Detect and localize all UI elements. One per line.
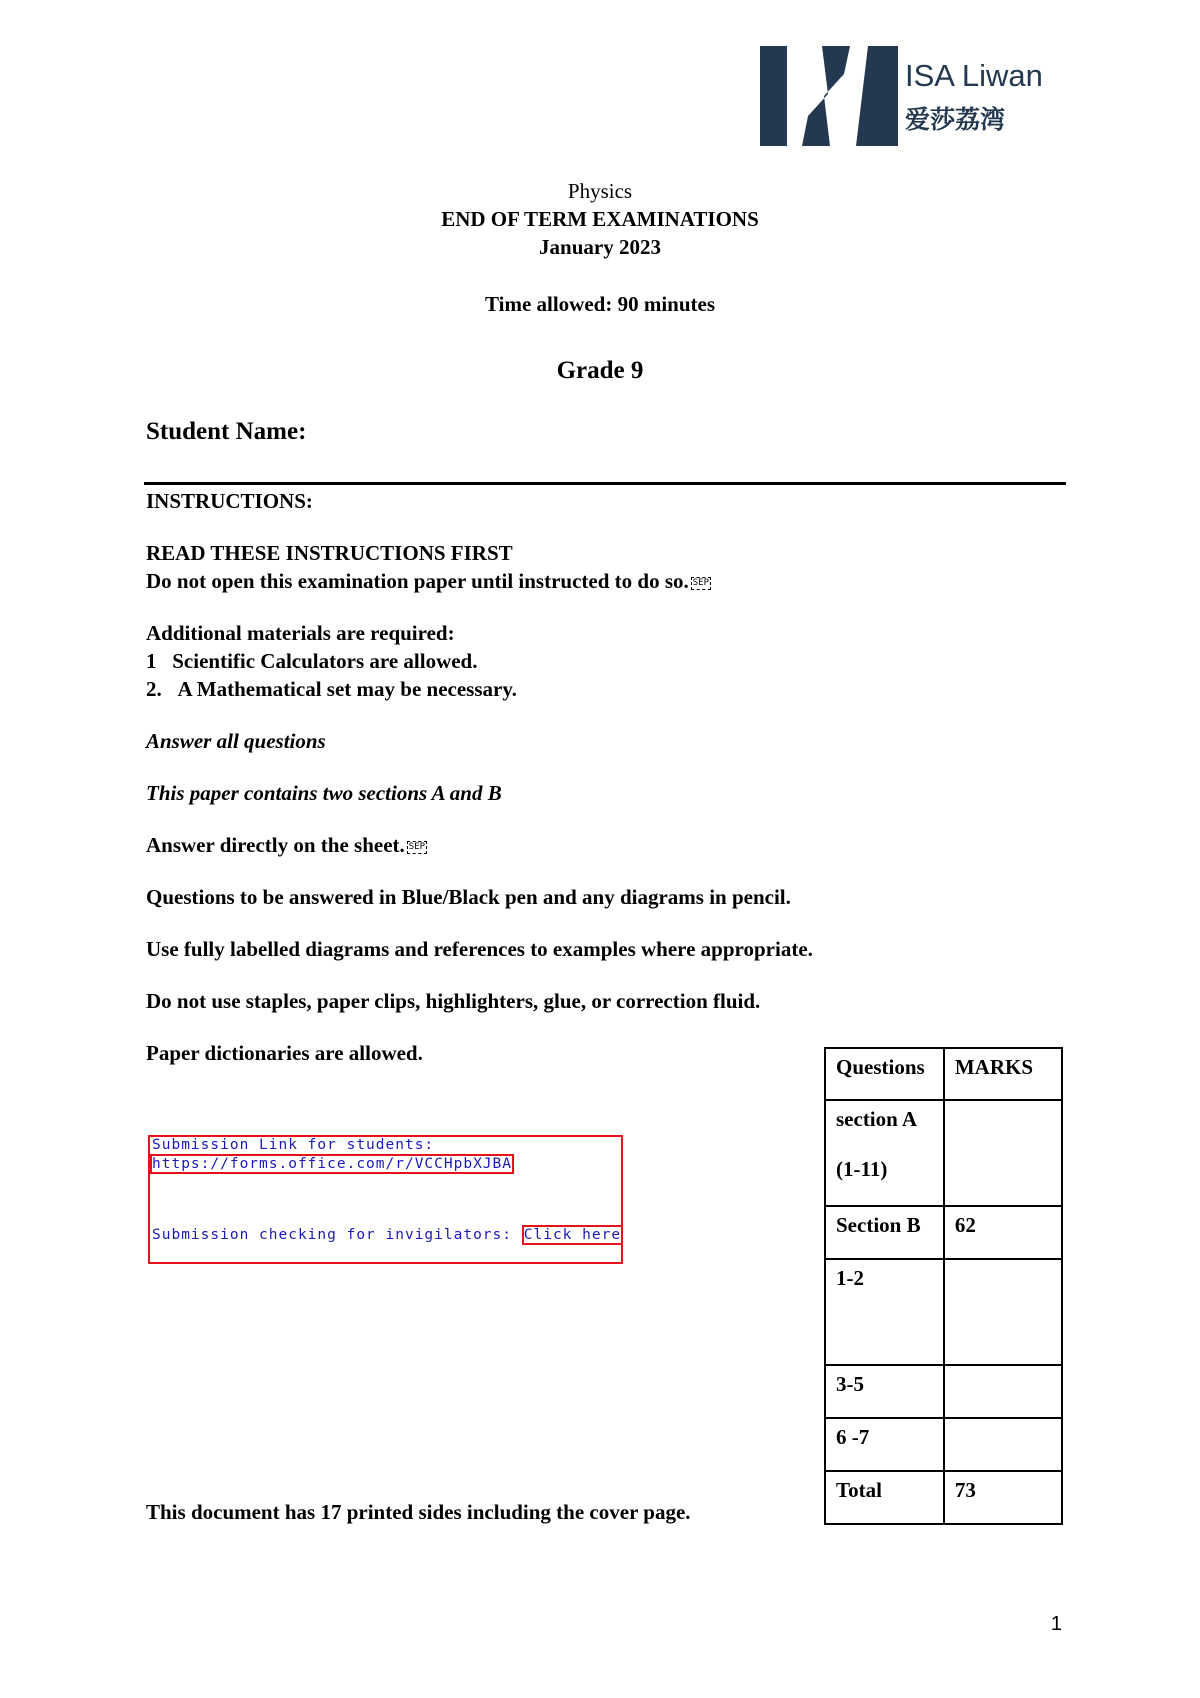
material-item [146, 677, 517, 702]
read-first: READ THESE INSTRUCTIONS FIRST [146, 541, 513, 565]
school-name-en: ISA Liwan [905, 58, 1043, 93]
material-text: Scientific Calculators are allowed. [172, 649, 478, 673]
subject-title: Physics [567, 179, 633, 203]
marks-cell: 73 [944, 1471, 1062, 1524]
question-label: section A [836, 1107, 918, 1131]
page-number: 1 [1050, 1613, 1062, 1635]
school-name-cn: 爱莎荔湾 [905, 106, 1006, 134]
invigilators-link[interactable]: Click here [523, 1227, 622, 1243]
grade-label: Grade 9 [556, 357, 644, 384]
divider-line [144, 482, 1066, 485]
table-row [825, 1365, 1062, 1418]
sep-marker: SEP [692, 577, 710, 588]
table-row [825, 1206, 1062, 1259]
answer-all: Answer all questions [146, 729, 326, 753]
marks-cell [944, 1259, 1062, 1365]
question-sub: (1-11) [836, 1157, 888, 1181]
table-row [825, 1100, 1062, 1206]
dictionary-instruction: Paper dictionaries are allowed. [146, 1041, 423, 1065]
sep-marker: SEP [408, 841, 426, 852]
materials-heading: Additional materials are required: [146, 621, 455, 645]
questions-header: Questions [825, 1048, 944, 1100]
time-allowed: Time allowed: 90 minutes [484, 292, 716, 316]
question-cell: 1-2 [825, 1259, 944, 1365]
question-cell: 3-5 [825, 1365, 944, 1418]
instructions-heading: INSTRUCTIONS: [146, 489, 313, 513]
student-name-label: Student Name: [146, 418, 307, 445]
material-item [146, 649, 477, 674]
question-cell: Section B [825, 1206, 944, 1259]
question-cell: 6 -7 [825, 1418, 944, 1471]
question-cell [825, 1100, 944, 1206]
table-header-row [825, 1048, 1062, 1100]
do-not-open-text: Do not open this examination paper until instructed to do so. [146, 569, 689, 593]
marks-cell: 62 [944, 1206, 1062, 1259]
material-num: 2. [146, 677, 162, 701]
diagram-instruction: Use fully labelled diagrams and references to examples where appropriate. [146, 937, 813, 961]
table-row [825, 1418, 1062, 1471]
students-submission-link[interactable]: https://forms.office.com/r/VCCHpbXJBA [152, 1156, 513, 1172]
students-link-label: Submission Link for students: [152, 1137, 435, 1153]
invigilators-label: Submission checking for invigilators: [152, 1227, 513, 1243]
marks-cell [944, 1365, 1062, 1418]
marks-header: MARKS [944, 1048, 1062, 1100]
school-name [905, 58, 1043, 136]
exam-date: January 2023 [539, 235, 661, 259]
table-row [825, 1471, 1062, 1524]
marks-table [824, 1047, 1063, 1525]
answer-directly [146, 833, 427, 858]
table-row [825, 1259, 1062, 1365]
marks-cell [944, 1418, 1062, 1471]
do-not-open [146, 569, 711, 594]
pen-instruction: Questions to be answered in Blue/Black pen and any diagrams in pencil. [146, 885, 791, 909]
printed-sides-note: This document has 17 printed sides including the cover page. [146, 1500, 691, 1524]
invigilator-check-row [152, 1227, 623, 1243]
two-sections: This paper contains two sections A and B [146, 781, 502, 805]
question-cell: Total [825, 1471, 944, 1524]
staples-instruction: Do not use staples, paper clips, highlighters, glue, or correction fluid. [146, 989, 761, 1013]
answer-directly-text: Answer directly on the sheet. [146, 833, 405, 857]
exam-title: END OF TERM EXAMINATIONS [441, 207, 759, 231]
material-text: A Mathematical set may be necessary. [177, 677, 517, 701]
marks-cell [944, 1100, 1062, 1206]
material-num: 1 [146, 649, 157, 673]
